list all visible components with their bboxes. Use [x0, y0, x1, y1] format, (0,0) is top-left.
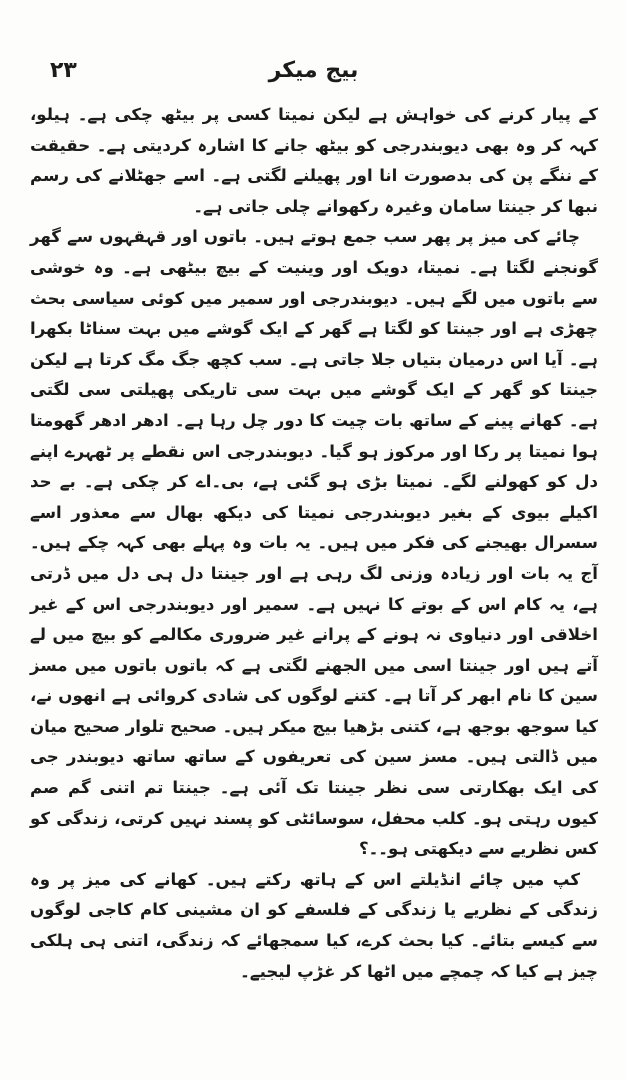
paragraph-3: کپ میں چائے انڈیلتے اس کے ہاتھ رکتے ہیں۔ کھانے کی میز پر وہ زندگی کے نظریے یا زندگی کے فلسفے کو ان مشینی کام کاجی لوگوں سے کیسے بتائے۔ کیا بحث کرے، کیا سمجھائے کہ زندگی، اتنی ہی ہلکی چیز ہے کیا کہ چمچے میں اٹھا کر غڑپ لیجیے۔ — [30, 869, 598, 981]
paragraph-2: چائے کی میز پر پھر سب جمع ہوتے ہیں۔ باتوں اور قہقہوں سے گھر گونجنے لگتا ہے۔ نمیتا، دویک اور وینیت کے بیچ بیٹھی ہے۔ وہ خوشی سے باتوں میں لگے ہیں۔ دیوبندرجی اور سمیر میں کوئی سیاسی بحث چھڑی ہے اور جینتا کو لگتا ہے گھر کے ایک گوشے میں بہت سناٹا بکھرا ہے۔ آیا اس درمیان بتیاں جلا جاتی ہے۔ سب کچھ جگ مگ کرتا ہے لیکن جینتا کو گھر کے ایک گوشے میں بہت سی تاریکی پھیلتی سی لگتی ہے۔ کھانے پینے کے ساتھ بات چیت کا دور چل رہا ہے۔ ادھر ادھر گھومتا ہوا نمیتا پر رکا اور مرکوز ہو گیا۔ دیوبندرجی اس نقطے پر ٹھہرے اپنے دل کو کھولنے لگے۔ نمیتا بڑی ہو گئی ہے، بی۔اے کر چکی ہے۔ بے حد اکیلے بیوی کے بغیر دیوبندرجی نمیتا کی دیکھ بھال سے معذور اسے سسرال بھیجنے کی فکر میں ہیں۔ یہ بات وہ پہلے بھی کہہ چکے ہیں۔ آج یہ بات اور زیادہ وزنی لگ رہی ہے اور جینتا دل ہی دل میں ڈرتی ہے، یہ کام اس کے بوتے کا نہیں ہے۔ سمیر اور دیوبندرجی اس کے غیر اخلاقی اور دنیاوی نہ ہونے کے پرانے غیر ضروری مکالمے کو بیچ میں لے آتے ہیں اور جینتا اسی میں الجھنے لگتی ہے کہ باتوں باتوں میں مسز سین کا نام ابھر کر آتا ہے۔ کتنے لوگوں کی شادی کروائی ہے انھوں نے، کیا سوجھ بوجھ ہے، کتنی بڑھیا بیج میکر ہیں۔ صحیح تلوار صحیح میان میں ڈالتی ہیں۔ مسز سین کی تعریفوں کے ساتھ ساتھ دیوبندر جی کی ایک بھکارتی سی نظر جینتا تک آئی ہے۔ جینتا تم اتنی گم صم کیوں رہتی ہو۔ کلب محفل، سوسائٹی کو پسند نہیں کرتی، زندگی کو کس نظریے سے دیکھتی ہو۔۔؟ — [30, 227, 598, 859]
running-title: بیج میکر — [268, 58, 359, 83]
page-number: ۲۳ — [50, 58, 77, 83]
body-text — [30, 100, 598, 987]
page-header — [40, 58, 587, 88]
paragraph-1: کے پیار کرنے کی خواہش ہے لیکن نمیتا کسی پر بیٹھ چکی ہے۔ ہیلو، کہہ کر وہ بھی دیوبندرجی کو بیٹھ جانے کا اشارہ کردیتی ہے۔ حقیقت کے ننگے پن کی بدصورت انا اور پھیلنے لگتی ہے۔ اسے جھٹلانے کی رسم نبھا کر جینتا سامان وغیرہ رکھوانے چلی جاتی ہے۔ — [30, 105, 598, 216]
